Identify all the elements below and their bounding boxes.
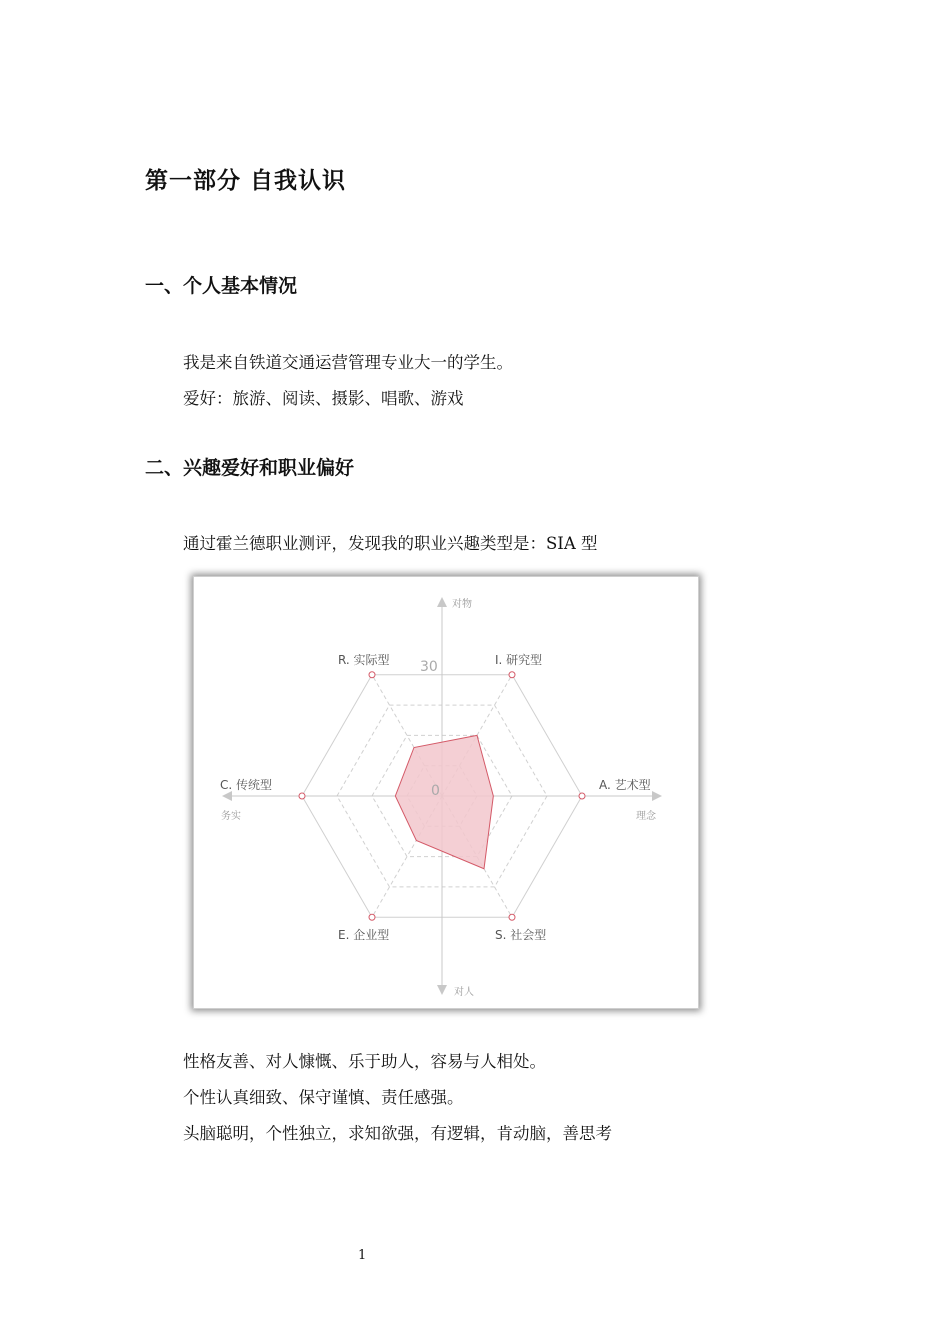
axis-label-realistic: R. 实际型 — [338, 653, 390, 667]
tick-label-zero: 0 — [431, 783, 440, 799]
trait-paragraph-1: 性格友善、对人慷慨、乐于助人，容易与人相处。 — [183, 1052, 546, 1071]
hobbies-paragraph: 爱好：旅游、阅读、摄影、唱歌、游戏 — [183, 389, 464, 408]
direction-label-left: 务实 — [221, 811, 241, 822]
radar-vertex-dot — [369, 914, 375, 920]
section-heading-interests: 二、兴趣爱好和职业偏好 — [145, 457, 355, 479]
radar-vertex-dot — [509, 914, 515, 920]
arrow-right-icon — [652, 791, 662, 801]
holland-radar-figure — [193, 576, 699, 1009]
axis-label-conventional: C. 传统型 — [220, 778, 273, 792]
radar-vertex-dot — [579, 793, 585, 799]
radar-vertex-dot — [299, 793, 305, 799]
trait-paragraph-3: 头脑聪明，个性独立，求知欲强，有逻辑，肯动脑，善思考 — [183, 1124, 612, 1143]
tick-label-max: 30 — [420, 659, 438, 675]
arrow-down-icon — [437, 985, 447, 995]
axis-label-artistic: A. 艺术型 — [599, 778, 651, 792]
section-heading-personal-info: 一、个人基本情况 — [145, 275, 298, 297]
axis-label-enterprising: E. 企业型 — [338, 928, 390, 942]
direction-label-top: 对物 — [452, 599, 472, 610]
page-number: 1 — [358, 1248, 367, 1263]
arrow-up-icon — [437, 597, 447, 607]
holland-result-paragraph: 通过霍兰德职业测评，发现我的职业兴趣类型是：SIA 型 — [183, 534, 598, 553]
axis-label-social: S. 社会型 — [495, 928, 547, 942]
radar-vertex-dot — [369, 672, 375, 678]
arrow-left-icon — [222, 791, 232, 801]
axis-label-investigative: I. 研究型 — [495, 653, 543, 667]
page-title: 第一部分 自我认识 — [145, 168, 347, 194]
radar-data-polygon — [395, 735, 493, 868]
trait-paragraph-2: 个性认真细致、保守谨慎、责任感强。 — [183, 1088, 464, 1107]
intro-paragraph-major: 我是来自铁道交通运营管理专业大一的学生。 — [183, 353, 513, 372]
radar-chart — [194, 577, 698, 1008]
direction-label-right: 理念 — [636, 811, 656, 822]
direction-label-bottom: 对人 — [454, 987, 474, 998]
radar-vertex-dot — [509, 672, 515, 678]
